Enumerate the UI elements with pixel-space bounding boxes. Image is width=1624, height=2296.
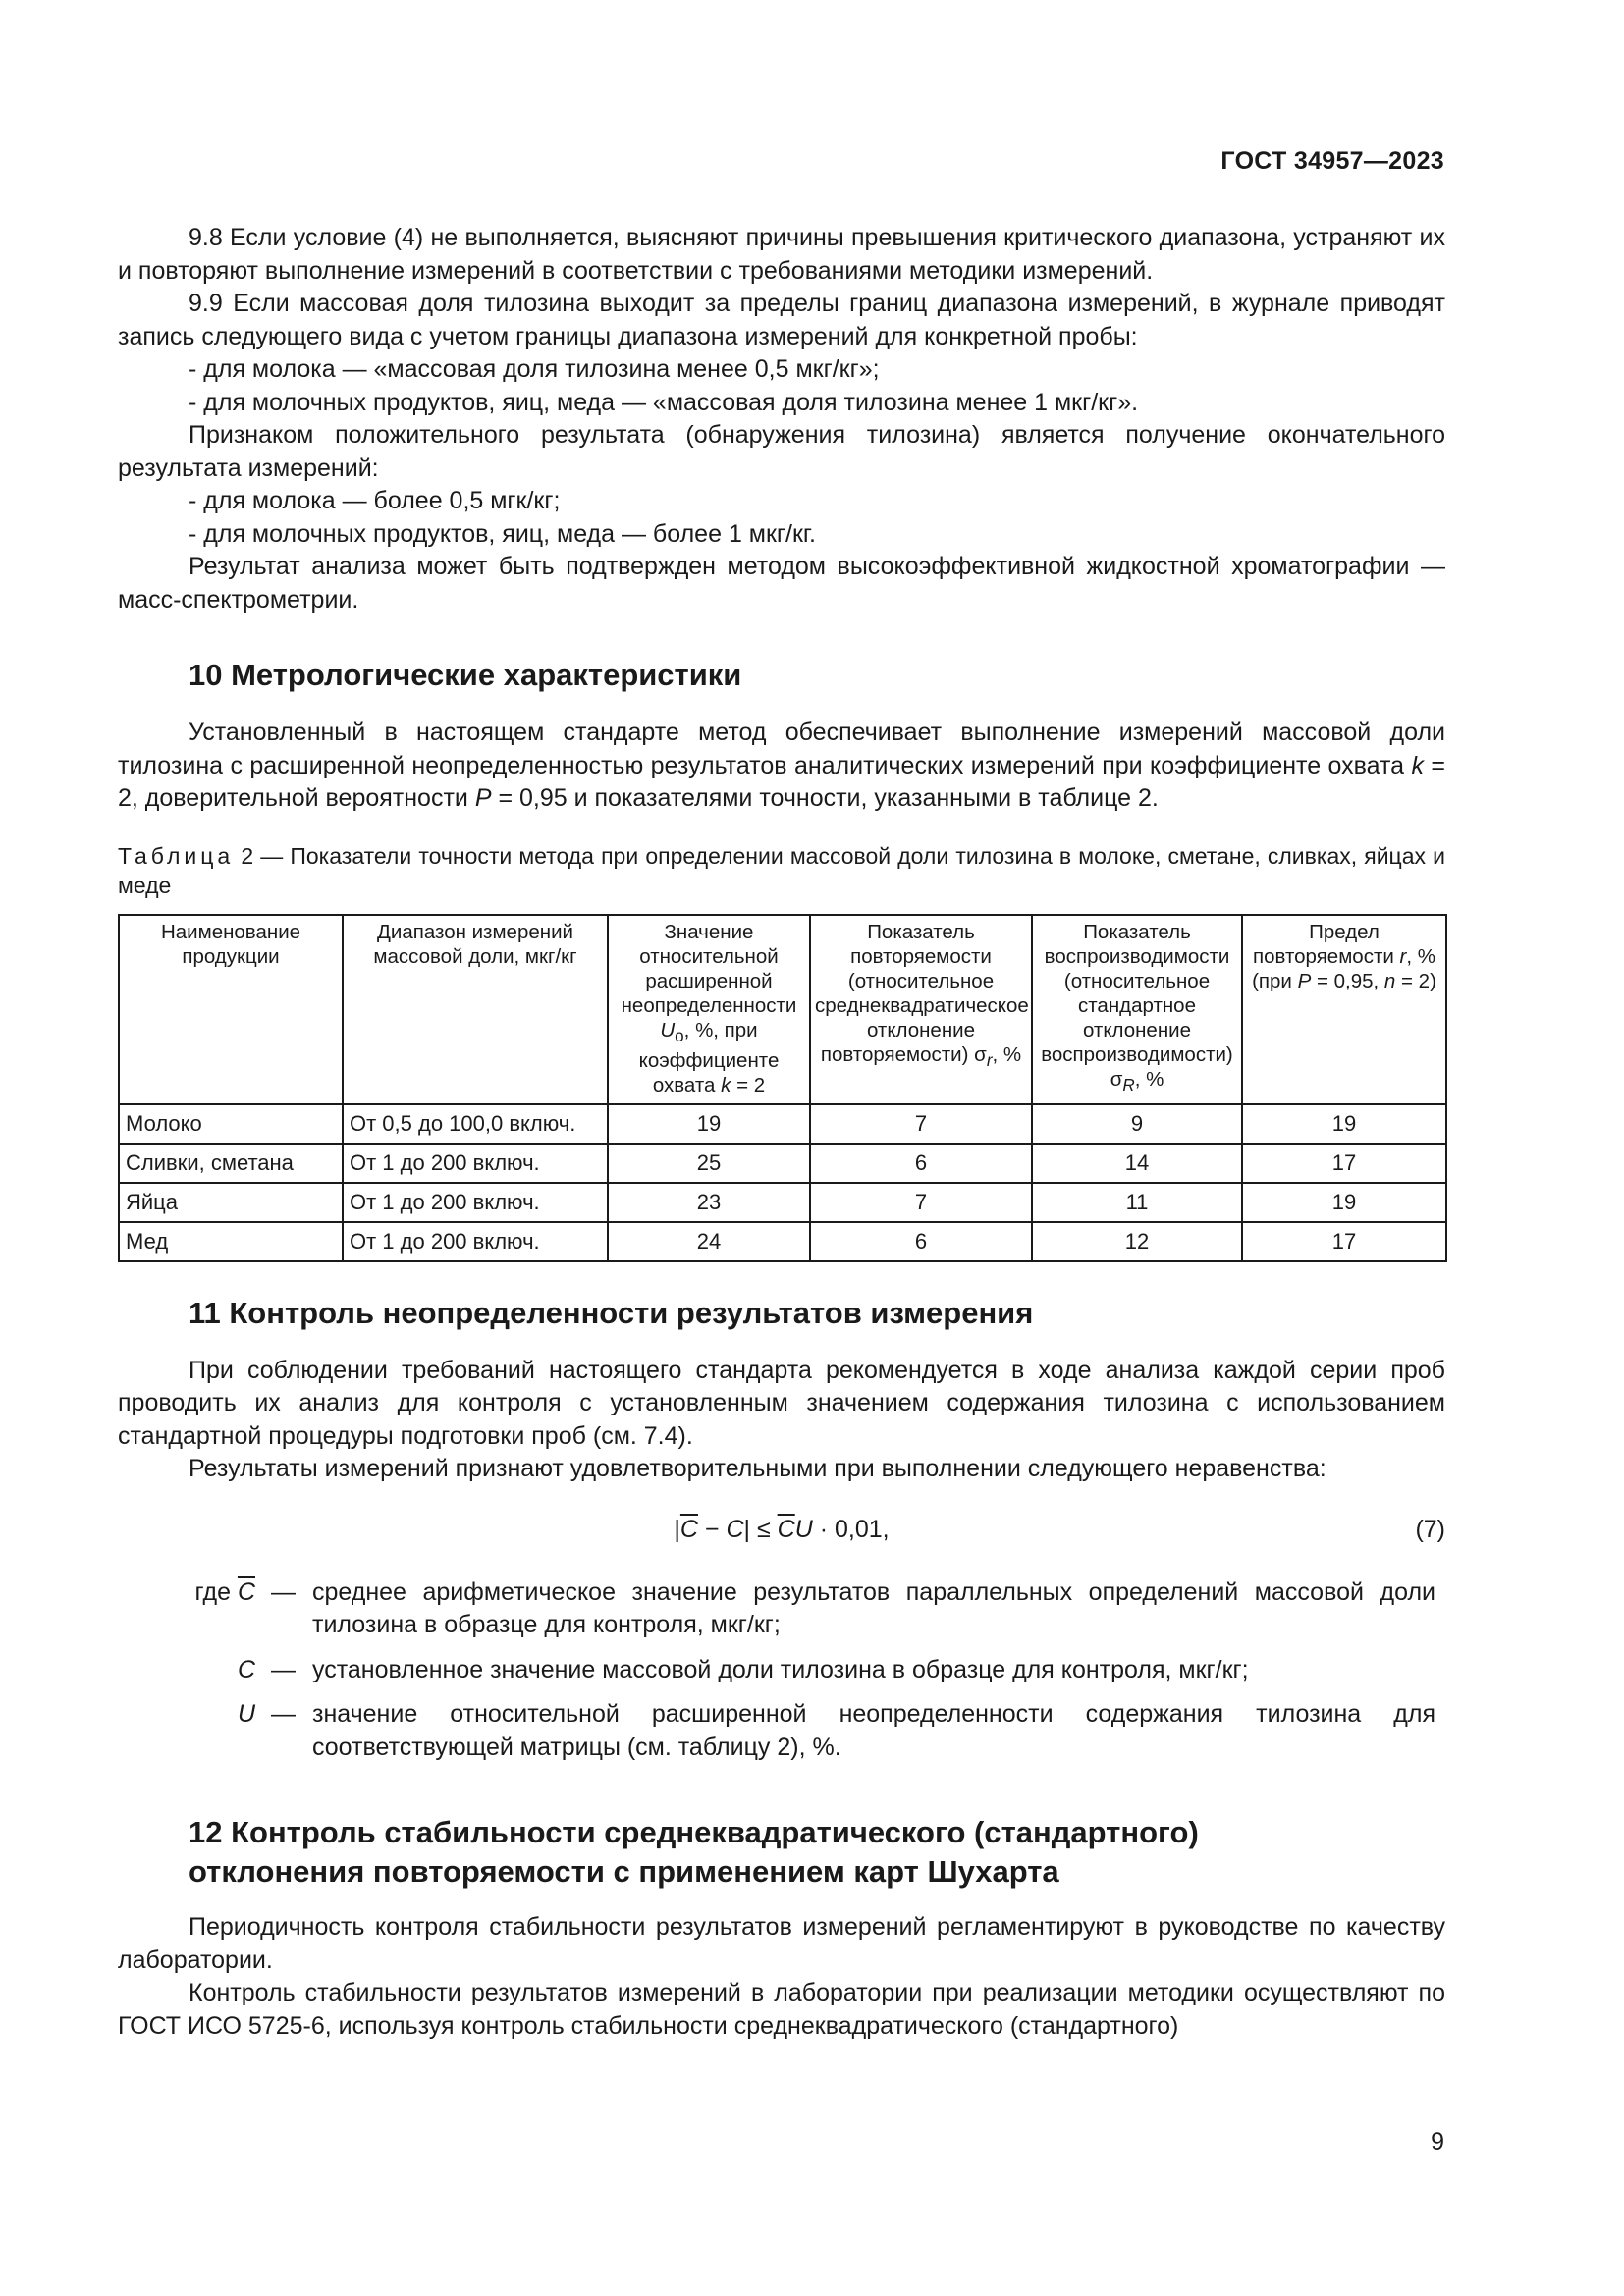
symbol-c-bar: $\overline{C}$ <box>237 1577 255 1606</box>
list-item-milk-more: - для молока — более 0,5 мгк/кг; <box>189 487 561 514</box>
cell-uncertainty: 25 <box>608 1144 810 1183</box>
cell-limit: 17 <box>1242 1222 1446 1261</box>
text-run: , % (при <box>1252 944 1435 992</box>
list-item-milk-less: - для молока — «массовая доля тилозина менее 0,5 мкг/кг»; <box>189 355 880 383</box>
symbol-c-bar: $\overline{C}$ <box>679 1515 698 1543</box>
legend-dash: — <box>271 1700 296 1729</box>
cell-reproducibility: 14 <box>1032 1144 1242 1183</box>
heading-line: отклонения повторяемости с применением карт Шухарта <box>189 1854 1059 1890</box>
legend-row <box>118 1698 1445 1776</box>
cell-product: Яйца <box>119 1183 343 1222</box>
symbol-c: C <box>726 1515 744 1543</box>
header-repeatability-limit <box>1242 915 1446 1104</box>
list-item-products-more: - для молочных продуктов, яиц, меда — более 1 мкг/кг. <box>189 519 816 548</box>
legend-symbol <box>118 1576 263 1654</box>
cell-range: От 1 до 200 включ. <box>343 1222 608 1261</box>
text-run: , % <box>1134 1067 1164 1091</box>
cell-uncertainty: 23 <box>608 1183 810 1222</box>
cell-limit: 19 <box>1242 1104 1446 1144</box>
table-row <box>119 1183 1446 1222</box>
cell-range: От 1 до 200 включ. <box>343 1144 608 1183</box>
legend-dash: — <box>271 1655 296 1683</box>
cell-range: От 1 до 200 включ. <box>343 1183 608 1222</box>
text-run: где <box>194 1577 238 1606</box>
symbol-u: U <box>660 1018 676 1041</box>
table-header-row <box>119 915 1446 1104</box>
cell-repeatability: 6 <box>810 1144 1032 1183</box>
cell-reproducibility: 11 <box>1032 1183 1242 1222</box>
symbol-u: U <box>794 1515 813 1543</box>
cell-product: Мед <box>119 1222 343 1261</box>
text-run: = 0,95 и показателями точности, указанными в таблице 2. <box>491 784 1159 812</box>
section-10-heading: 10 Метрологические характеристики <box>189 658 742 692</box>
text-run: Показатель повторяемости (относительное среднеквадратическое отклонение повторяемости) <box>815 920 1029 1066</box>
page-content <box>118 222 1445 2043</box>
page-number: 9 <box>1431 2128 1444 2156</box>
cell-product: Молоко <box>119 1104 343 1144</box>
accuracy-table <box>118 914 1447 1262</box>
formula-7 <box>118 1500 1445 1569</box>
header-range: Диапазон измерений массовой доли, мкг/кг <box>343 915 608 1104</box>
legend-description: значение относительной расширенной неопределенности содержания тилозина для соответствующей матрицы (см. таблицу 2), %. <box>312 1700 1435 1761</box>
section-10-paragraph <box>118 717 1445 816</box>
formula-legend <box>118 1576 1445 1777</box>
legend-symbol <box>118 1698 263 1776</box>
legend-row <box>118 1654 1445 1699</box>
heading-line: 12 Контроль стабильности среднеквадратического (стандартного) <box>189 1815 1199 1850</box>
legend-dash: — <box>271 1577 296 1606</box>
symbol-k: k <box>1411 751 1424 779</box>
paragraph-9-8: 9.8 Если условие (4) не выполняется, выясняют причины превышения критического диапазона, устраняют их и повторяют выполнение измерений в соответствии с требованиями методики измерений. <box>118 224 1445 285</box>
header-product: Наименование продукции <box>119 915 343 1104</box>
text-run: Установленный в настоящем стандарте метод обеспечивает выполнение измерений массовой доли тилозина с расширенной неопределенностью результатов аналитических измерений при коэффициенте охвата <box>118 719 1445 779</box>
symbol-c: C <box>237 1655 255 1683</box>
cell-product: Сливки, сметана <box>119 1144 343 1183</box>
symbol-p: P <box>1297 969 1312 992</box>
text-run: , %, при коэффициенте охвата <box>638 1018 780 1096</box>
text-run: | ≤ <box>743 1515 778 1543</box>
paragraph-confirmation: Результат анализа может быть подтвержден методом высокоэффективной жидкостной хроматографии — масс-спектрометрии. <box>118 553 1445 614</box>
text-run: = 2, доверительной вероятности <box>118 751 1445 812</box>
cell-reproducibility: 12 <box>1032 1222 1242 1261</box>
section-11-inequality-intro: Результаты измерений признают удовлетворительными при выполнении следующего неравенства: <box>189 1455 1326 1483</box>
equation-number: (7) <box>1415 1515 1445 1543</box>
legend-row <box>118 1576 1445 1654</box>
section-11-paragraph: При соблюдении требований настоящего стандарта рекомендуется в ходе анализа каждой серии проб проводить их анализ для контроля с установленным значением содержания тилозина с использованием стандартной процедуры подготовки проб (см. 7.4). <box>118 1356 1445 1450</box>
symbol-sigma: σ <box>1110 1067 1123 1091</box>
symbol-c-bar: $\overline{C}$ <box>777 1515 795 1543</box>
text-run: Показатель воспроизводимости (относительное стандартное отклонение воспроизводимости) <box>1041 920 1233 1066</box>
symbol-u: U <box>237 1700 255 1729</box>
table-row <box>119 1104 1446 1144</box>
subscript-R: R <box>1122 1075 1135 1095</box>
symbol-sigma: σ <box>974 1042 987 1066</box>
legend-symbol <box>118 1654 263 1699</box>
text-run: · 0,01, <box>812 1515 890 1543</box>
section-12-paragraph-1: Периодичность контроля стабильности результатов измерений регламентируют в руководстве по качеству лаборатории. <box>118 1913 1445 1974</box>
header-uncertainty <box>608 915 810 1104</box>
text-run: − <box>697 1515 727 1543</box>
table-row <box>119 1222 1446 1261</box>
table-2-caption <box>118 841 1445 900</box>
cell-uncertainty: 24 <box>608 1222 810 1261</box>
header-reproducibility <box>1032 915 1242 1104</box>
subscript-r: r <box>986 1050 993 1070</box>
cell-uncertainty: 19 <box>608 1104 810 1144</box>
text-run: , % <box>992 1042 1022 1066</box>
cell-limit: 17 <box>1242 1144 1446 1183</box>
text-run: = 2) <box>1395 969 1436 992</box>
caption-text: 2 — Показатели точности метода при определении массовой доли тилозина в молоке, сметане, сливках, яйцах и меде <box>118 842 1445 898</box>
text-run: | <box>674 1515 680 1543</box>
section-11-heading: 11 Контроль неопределенности результатов измерения <box>189 1295 1034 1330</box>
text-run: Значение относительной расширенной неопределенности <box>621 920 797 1017</box>
subscript-o: o <box>675 1026 684 1045</box>
caption-label: Таблица <box>118 842 235 869</box>
header-repeatability <box>810 915 1032 1104</box>
cell-repeatability: 6 <box>810 1222 1032 1261</box>
text-run: = 2 <box>731 1073 766 1096</box>
cell-repeatability: 7 <box>810 1104 1032 1144</box>
section-12-paragraph-2: Контроль стабильности результатов измерений в лаборатории при реализации методики осуществляют по ГОСТ ИСО 5725-6, используя контроль стабильности среднеквадратического (стандартного) <box>118 1979 1445 2040</box>
list-item-products-less: - для молочных продуктов, яиц, меда — «массовая доля тилозина менее 1 мкг/кг». <box>189 388 1139 416</box>
paragraph-9-9: 9.9 Если массовая доля тилозина выходит за пределы границ диапазона измерений, в журнале приводят запись следующего вида с учетом границы диапазона измерений для конкретной пробы: <box>118 290 1445 350</box>
section-12-heading <box>189 1813 1445 1892</box>
table-row <box>119 1144 1446 1183</box>
cell-repeatability: 7 <box>810 1183 1032 1222</box>
text-run: = 0,95, <box>1311 969 1384 992</box>
symbol-p: P <box>474 784 492 812</box>
paragraph-positive-result: Признаком положительного результата (обнаружения тилозина) является получение окончательного результата измерений: <box>118 421 1445 482</box>
document-code-header: ГОСТ 34957—2023 <box>1220 147 1444 175</box>
cell-reproducibility: 9 <box>1032 1104 1242 1144</box>
text-run: Предел повторяемости <box>1253 920 1400 968</box>
symbol-r: r <box>1399 944 1407 968</box>
symbol-k: k <box>721 1073 731 1096</box>
legend-description: среднее арифметическое значение результатов параллельных определений массовой доли тилозина в образце для контроля, мкг/кг; <box>312 1577 1435 1639</box>
legend-description: установленное значение массовой доли тилозина в образце для контроля, мкг/кг; <box>312 1655 1249 1683</box>
cell-range: От 0,5 до 100,0 включ. <box>343 1104 608 1144</box>
formula-expression <box>118 1514 1445 1547</box>
cell-limit: 19 <box>1242 1183 1446 1222</box>
symbol-n: n <box>1383 969 1396 992</box>
